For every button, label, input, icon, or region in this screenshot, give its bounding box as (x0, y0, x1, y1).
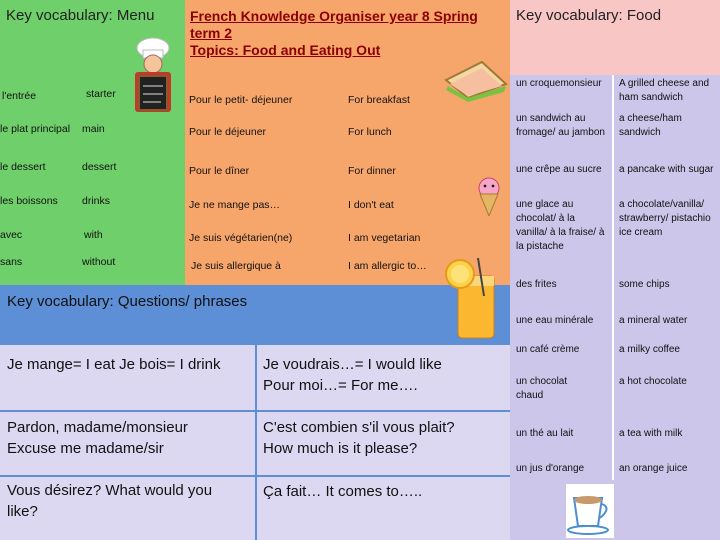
menu-fr-5: sans (0, 256, 23, 268)
food-title: Key vocabulary: Food (516, 7, 662, 24)
org-en-4: I am vegetarian (348, 232, 421, 244)
food-en-0: A grilled cheese and ham sandwich (619, 78, 710, 103)
organiser-title (190, 8, 480, 59)
question-0-right: Je voudrais…= I would like Pour moi…= For me…. (263, 356, 442, 394)
menu-en-3: drinks (82, 195, 111, 207)
menu-fr-3: les boissons (0, 195, 58, 207)
menu-title: Key vocabulary: Menu (6, 7, 155, 24)
menu-fr-1: le plat principal (0, 123, 71, 135)
question-2-right: Ça fait… It comes to….. (263, 483, 423, 500)
organiser-topics: Topics: Food and Eating Out (190, 42, 381, 58)
orange-juice-image (438, 256, 502, 340)
food-en-6: a milky coffee (619, 344, 680, 355)
question-1-left: Pardon, madame/monsieur Excuse me madame/sir (7, 419, 188, 457)
menu-en-1: main (82, 123, 105, 135)
food-fr-3: une glace au chocolat/ à la vanilla/ à la fraise/ à la pistache (516, 199, 605, 252)
food-en-8: a tea with milk (619, 428, 683, 439)
tea-cup-image (566, 484, 614, 538)
question-0-left: Je mange= I eat Je bois= I drink (7, 356, 221, 373)
org-fr-5: Je suis allergique à (191, 260, 281, 272)
food-fr-5: une eau minérale (516, 315, 594, 326)
org-en-5: I am allergic to… (348, 260, 427, 272)
food-fr-7: un chocolat chaud (516, 376, 568, 401)
chef-menu-board-image (125, 36, 181, 116)
question-2-left: Vous désirez? What would you like? (7, 482, 213, 520)
sandwich-image (442, 58, 510, 102)
org-fr-0: Pour le petit- déjeuner (189, 94, 293, 106)
food-en-3: a chocolate/vanilla/ strawberry/ pistachio ice cream (619, 199, 711, 238)
food-col-divider (612, 75, 614, 480)
menu-en-2: dessert (82, 161, 117, 173)
food-fr-2: une crêpe au sucre (516, 164, 602, 175)
food-en-4: some chips (619, 279, 670, 290)
food-fr-4: des frites (516, 279, 557, 290)
menu-en-4: with (84, 229, 103, 241)
org-en-3: I don't eat (348, 199, 394, 211)
food-en-2: a pancake with sugar (619, 164, 714, 175)
organiser-title-text: French Knowledge Organiser year 8 Spring term 2 (190, 8, 478, 41)
food-fr-0: un croquemonsieur (516, 78, 602, 89)
food-fr-1: un sandwich au fromage/ au jambon (516, 113, 605, 138)
org-fr-4: Je suis végétarien(ne) (189, 232, 293, 244)
menu-fr-2: le dessert (0, 161, 46, 173)
food-fr-8: un thé au lait (516, 428, 574, 439)
org-fr-2: Pour le dîner (189, 165, 250, 177)
menu-fr-0: l'entrée (2, 90, 37, 102)
food-en-1: a cheese/ham sandwich (619, 113, 682, 138)
org-en-2: For dinner (348, 165, 396, 177)
food-en-5: a mineral water (619, 315, 688, 326)
food-fr-6: un café crème (516, 344, 580, 355)
ice-cream-image (474, 176, 504, 216)
food-en-7: a hot chocolate (619, 376, 687, 387)
questions-title: Key vocabulary: Questions/ phrases (7, 293, 248, 310)
menu-en-0: starter (86, 88, 116, 100)
menu-en-5: without (82, 256, 116, 268)
menu-fr-4: avec (0, 229, 23, 241)
question-1-right: C'est combien s'il vous plait? How much is it please? (263, 419, 455, 457)
org-fr-3: Je ne mange pas… (189, 199, 281, 211)
food-fr-9: un jus d'orange (516, 463, 585, 474)
org-en-1: For lunch (348, 126, 392, 138)
org-en-0: For breakfast (348, 94, 410, 106)
org-fr-1: Pour le déjeuner (189, 126, 267, 138)
food-en-9: an orange juice (619, 463, 688, 474)
